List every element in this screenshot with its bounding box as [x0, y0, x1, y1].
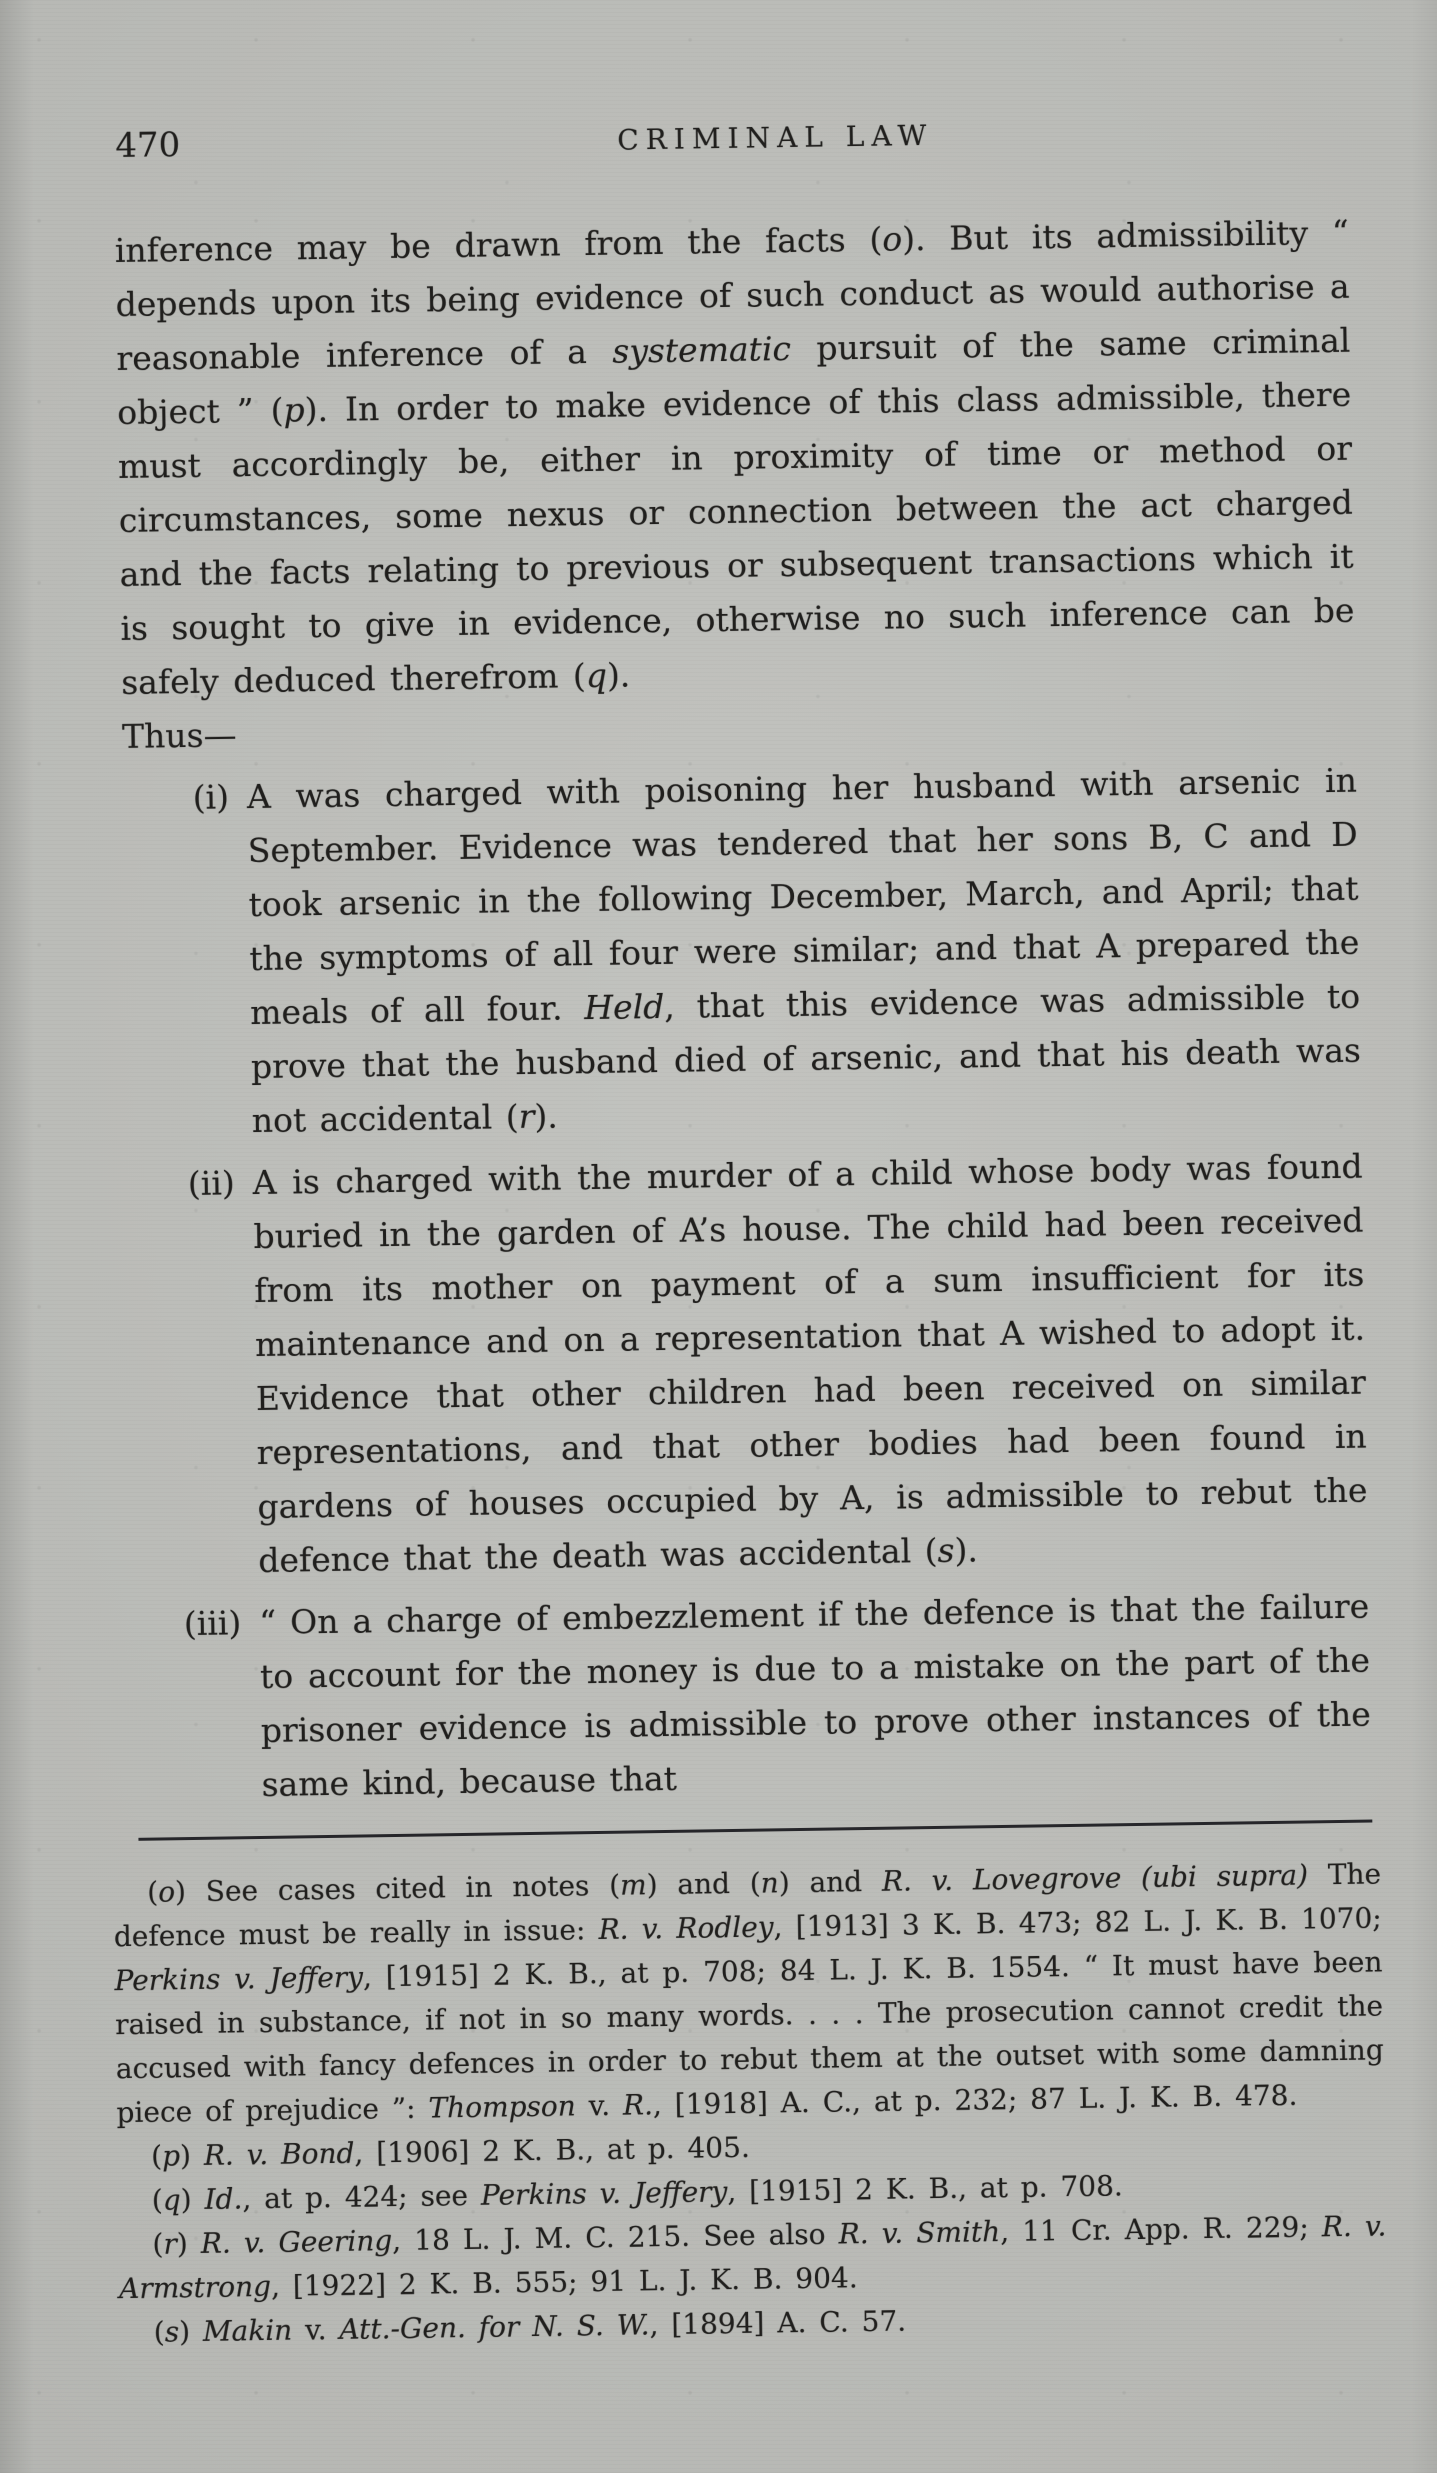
list-item-i	[123, 754, 1362, 1150]
page-number: 470	[115, 125, 181, 166]
item-text-i: A was charged with poisoning her husband with arsenic in September. Evidence was tendered that her sons B, C and D took arsenic in the following December, March, and April; that the symptoms of all four were similar; and that A prepared the meals of all four. Held, that this evidence was admissible to prove that the husband died of arsenic, and that his death was not accidental (r).	[246, 760, 1362, 1141]
footnote-q: (q) Id., at p. 424; see Perkins v. Jeffery, [1915] 2 K. B., at p. 708.	[151, 2169, 1124, 2217]
thus-line: Thus—	[121, 715, 237, 756]
item-text-iii: “ On a charge of embezzlement if the defence is that the failure to account for the money is due to a mistake on the part of the prisoner evidence is admissible to prove other instances of the same kind, because that	[258, 1586, 1372, 1804]
item-text-ii: A is charged with the murder of a child whose body was found buried in the garden of A’s house. The child had been received from its mother on payment of a sum insufficient for its maintenance and on a representation that A wished to adopt it. Evidence that other children had been received on similar representations, and that other bodies had been found in gardens of houses occupied by A, is admissible to rebut the defence that the death was accidental (s).	[252, 1146, 1368, 1580]
opening-paragraph: inference may be drawn from the facts (o). But its admissibility “ depends upon its being evidence of such conduct as would authorise a reasonable inference of a systematic pursuit of the same criminal object ” (p). In order to make evidence of this class admissible, there must accordingly be, either in proximity of time or method or circumstances, some nexus or connection between the act charged and the facts relating to previous or subsequent transactions which it is sought to give in evidence, otherwise no such inference can be safely deduced therefrom (q).	[114, 212, 1355, 702]
list-item-ii	[128, 1140, 1368, 1590]
item-marker-ii: (ii)	[187, 1163, 236, 1204]
item-marker-iii: (iii)	[183, 1603, 242, 1644]
footnote-separator	[138, 1820, 1372, 1841]
page-header	[113, 106, 1348, 170]
page-content	[113, 106, 1387, 2355]
footnotes-section	[113, 1852, 1388, 2355]
list-item-iii	[135, 1580, 1372, 1814]
running-head-title: CRIMINAL LAW	[617, 118, 934, 157]
footnote-p: (p) R. v. Bond, [1906] 2 K. B., at p. 405.	[150, 2130, 751, 2173]
footnote-s: (s) Makin v. Att.-Gen. for N. S. W., [1894] A. C. 57.	[153, 2304, 907, 2349]
item-marker-i: (i)	[192, 777, 230, 817]
footnote-o: (o) See cases cited in notes (m) and (n) and R. v. Lovegrove (ubi supra) The defence must be really in issue: R. v. Rodley, [1913] 3 K. B. 473; 82 L. J. K. B. 1070; Perkins v. Jeffery, [1915] 2 K. B., at p. 708; 84 L. J. K. B. 1554. “ It must have been raised in substance, if not in so many words. . . . The prosecution cannot credit the accused with fancy defences in order to rebut them at the outset with some damning piece of prejudice ”: Thompson v. R., [1918] A. C., at p. 232; 87 L. J. K. B. 478.	[113, 1857, 1384, 2130]
footnote-r: (r) R. v. Geering, 18 L. J. M. C. 215. See also R. v. Smith, 11 Cr. App. R. 229; R. v. Armstrong, [1922] 2 K. B. 555; 91 L. J. K. B. 904.	[118, 2209, 1387, 2306]
